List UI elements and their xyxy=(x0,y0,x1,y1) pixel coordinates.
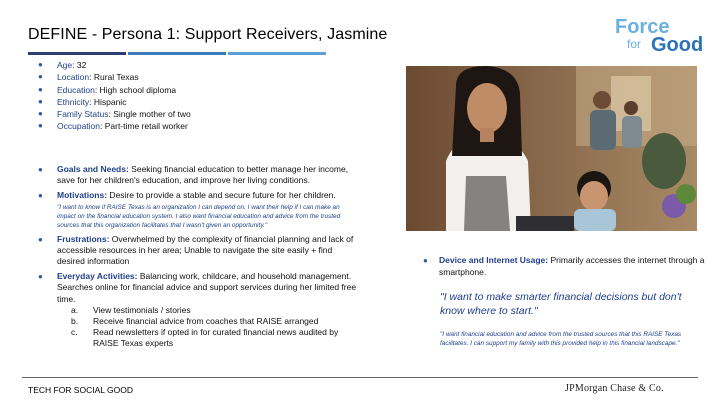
goals-and-needs: ● Goals and Needs: Seeking financial education to better manage her income, save for her children's education, and improve her living conditions. xyxy=(38,164,349,186)
fact-location: ● Location: Rural Texas xyxy=(38,72,139,83)
force-for-good-logo: Force for Good xyxy=(615,16,704,56)
footer-program-name: TECH FOR SOCIAL GOOD xyxy=(28,385,134,395)
fact-occupation: ● Occupation: Part-time retail worker xyxy=(38,121,188,132)
fact-ethnicity: ● Ethnicity: Hispanic xyxy=(38,96,127,107)
fact-family-status: ● Family Status: Single mother of two xyxy=(38,109,191,120)
persona-details-list xyxy=(38,164,360,354)
persona-facts-list xyxy=(38,59,191,133)
device-and-internet-usage: ● Device and Internet Usage: Primarily accesses the internet through a smartphone. xyxy=(423,255,705,277)
persona-photo xyxy=(406,66,697,231)
footer-divider xyxy=(22,377,698,378)
fact-age: ● Age: 32 xyxy=(38,60,87,70)
motivations-quote: "I want to know if RAISE Texas is an organization I can depend on. I want their help if I can make an impact on the financial education system. I also want financial education and advice from the trusted sources that this organization facilitates that I wasn't given an opportunity." xyxy=(57,203,341,229)
list-item: b. Receive financial advice from coaches that RAISE arranged xyxy=(71,316,319,327)
motivations: ● Motivations: Desire to provide a stable and secure future for her children. "I want to know if RAISE Texas is an organization I can depend on. I want their help if I can make an impact on the financial education system. I also want financial education and advice from the trusted sources that this organization facilitates that I wasn't given an opportunity." xyxy=(38,190,360,229)
page-title: DEFINE - Persona 1: Support Receivers, Jasmine xyxy=(28,26,388,43)
frustrations: ● Frustrations: Overwhelmed by the complexity of financial planning and lack of accessible resources in her area; Unable to navigate the site easily + find desired information xyxy=(38,233,354,267)
jpmorgan-logo: JPMorgan Chase & Co. xyxy=(565,383,664,394)
list-item: a. View testimonials / stories xyxy=(71,304,191,315)
everyday-activities: ● Everyday Activities: Balancing work, childcare, and household management. Searches online for financial advice and support services during her limited free time. a. View testimonials / stories b. Receive financial advice from coaches that RAISE arranged c. Read newsletters if opted in for curated financial news audited by RAISE Texas experts xyxy=(38,271,360,349)
list-item: c. Read newsletters if opted in for curated financial news audited by RAISE Texas experts xyxy=(71,327,339,349)
fact-education: ● Education: High school diploma xyxy=(38,84,177,95)
everyday-activities-sublist xyxy=(57,305,360,350)
main-quote: "I want to make smarter financial decisions but don't know where to start." xyxy=(440,291,682,317)
supporting-quote: "I want financial education and advice from the trusted sources that this RAISE Texas facilitates. I can support my family with this provided help in this financial landscape." xyxy=(440,331,682,347)
